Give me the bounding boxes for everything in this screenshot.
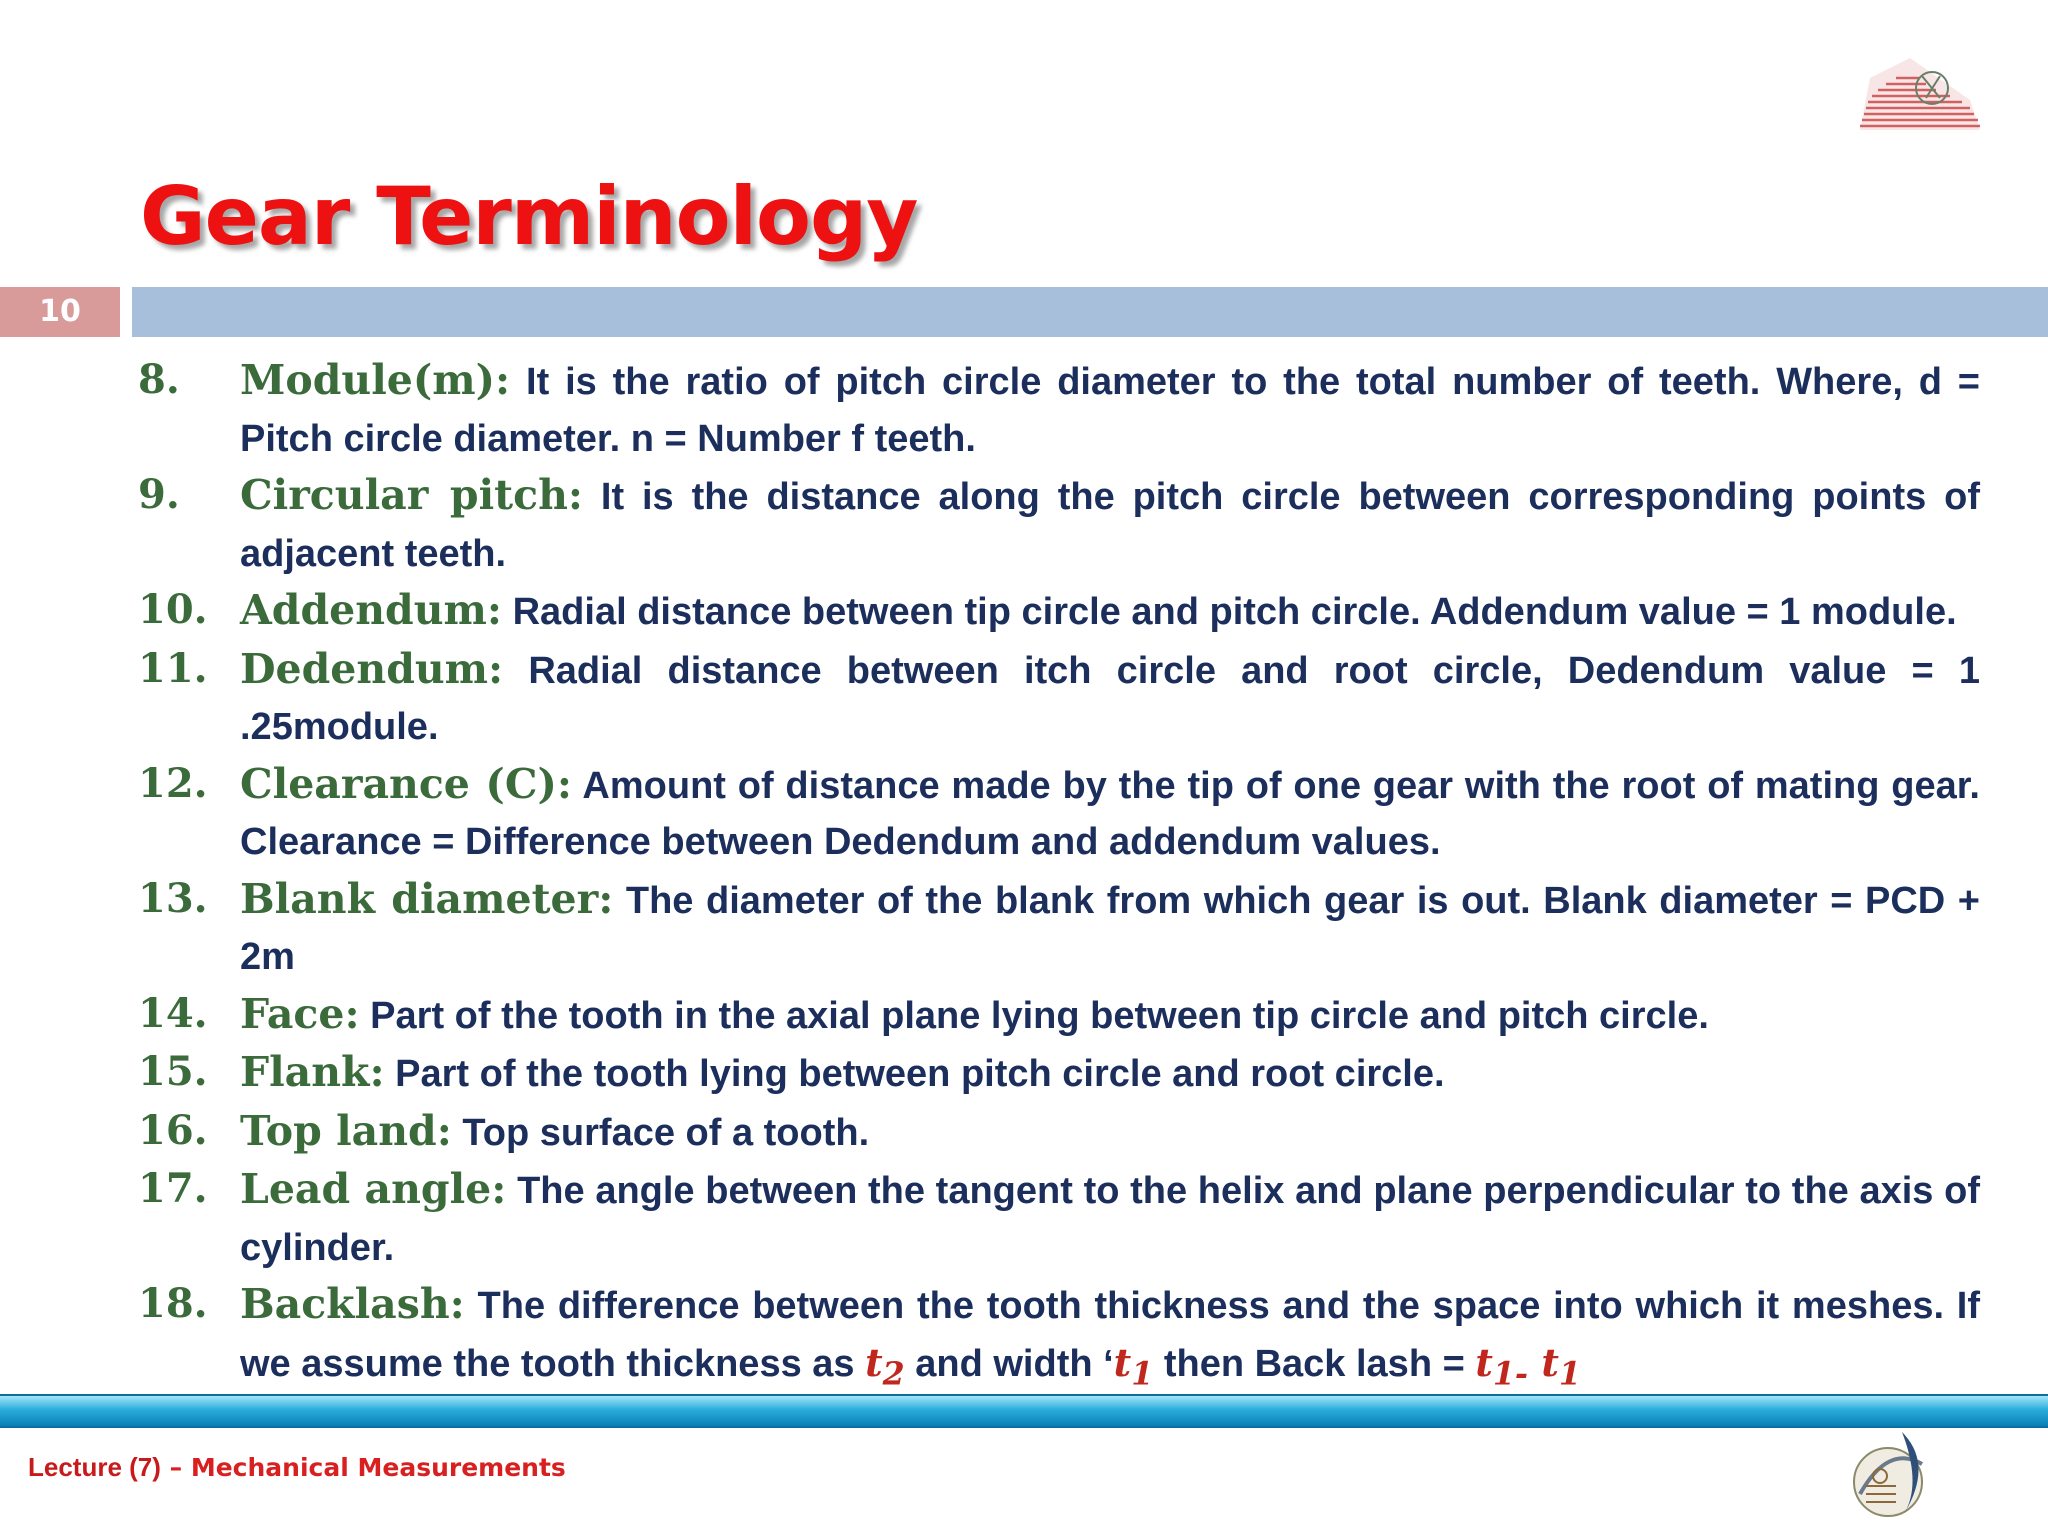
list-item: [138, 871, 1980, 986]
list-item: [138, 1044, 1980, 1103]
footer-caption: [28, 1452, 566, 1483]
item-text: The difference between the tooth thickness and the space into which it meshes. If we assume the tooth thickness as: [240, 1285, 1980, 1385]
item-number: 15.: [138, 1048, 208, 1095]
slide-title: Gear Terminology: [140, 170, 918, 263]
item-text: Radial distance between itch circle and root circle, Dedendum value = 1 .25module.: [240, 649, 1980, 748]
item-text: Top surface of a tooth.: [451, 1111, 870, 1154]
faculty-logo-icon: [1842, 1424, 1942, 1528]
slide-number: 10: [0, 287, 120, 337]
item-number: 12.: [138, 759, 208, 807]
title-divider-bar: [132, 287, 2048, 337]
list-item: [138, 641, 1980, 756]
item-body: [240, 1161, 1980, 1276]
item-number: 8.: [138, 356, 180, 403]
item-number: 16.: [138, 1106, 208, 1154]
footer-divider-bar: [0, 1394, 2048, 1428]
list-item: [138, 756, 1980, 871]
course-name: Mechanical Measurements: [190, 1453, 566, 1482]
item-body: [240, 467, 1980, 582]
variable-t2: $t_2$: [865, 1339, 905, 1393]
item-number: 10.: [138, 586, 208, 633]
item-number: 17.: [138, 1165, 208, 1212]
item-number: 14.: [138, 989, 208, 1037]
lecture-label: Lecture (7): [28, 1452, 161, 1482]
item-number: 13.: [138, 874, 208, 922]
item-text: The angle between the tangent to the helix and plane perpendicular to the axis of cylinder.: [240, 1170, 1980, 1269]
list-item: [138, 986, 1980, 1045]
item-body: [240, 352, 1980, 467]
list-item-backlash: [138, 1276, 1980, 1403]
item-term: Top land:: [240, 1106, 452, 1155]
item-text: It is the ratio of pitch circle diameter to the total number of teeth. Where, d = Pitch circle diameter. n = Number f teeth.: [240, 361, 1980, 460]
item-number: 18.: [138, 1280, 208, 1327]
list-item: [138, 1161, 1980, 1276]
item-text: then Back lash =: [1153, 1342, 1476, 1385]
item-body: [240, 1276, 1980, 1403]
item-text: and width ‘: [904, 1342, 1114, 1385]
item-body: [240, 1103, 1980, 1162]
item-text: Part of the tooth in the axial plane lying between tip circle and pitch circle.: [359, 994, 1709, 1037]
item-term: Dedendum:: [240, 644, 504, 693]
item-term: Flank:: [240, 1048, 385, 1096]
item-term: Clearance (C):: [240, 759, 572, 808]
item-body: [240, 756, 1980, 871]
item-term: Blank diameter:: [240, 874, 614, 923]
variable-t1: $t_1$: [1113, 1339, 1154, 1393]
item-term: Circular pitch:: [240, 471, 584, 519]
item-term: Module(m):: [240, 356, 511, 404]
item-body: [240, 582, 1980, 641]
list-item: [138, 582, 1980, 641]
item-term: Lead angle:: [240, 1165, 507, 1213]
list-item: [138, 467, 1980, 582]
variable-t1-minus: $t_{1-}$ $t_1$: [1475, 1339, 1581, 1393]
item-term: Face:: [240, 989, 360, 1038]
item-text: Part of the tooth lying between pitch circle and root circle.: [384, 1053, 1445, 1095]
item-body: [240, 871, 1980, 986]
item-term: Addendum:: [240, 586, 503, 634]
item-text: Radial distance between tip circle and pitch circle. Addendum value = 1 module.: [502, 591, 1957, 633]
list-item: [138, 1103, 1980, 1162]
item-body: [240, 986, 1980, 1045]
item-text: Amount of distance made by the tip of one gear with the root of mating gear. Clearance = Difference between Dedendum and addendum values.: [240, 764, 1980, 863]
list-item: [138, 352, 1980, 467]
item-text: The diameter of the blank from which gear is out. Blank diameter = PCD + 2m: [240, 879, 1980, 978]
item-body: [240, 1044, 1980, 1103]
university-logo-icon: [1840, 48, 1990, 140]
item-text: It is the distance along the pitch circle between corresponding points of adjacent teeth.: [240, 476, 1980, 575]
item-number: 9.: [138, 471, 180, 518]
item-number: 11.: [138, 644, 208, 692]
item-term: Backlash:: [240, 1280, 465, 1328]
footer-separator: –: [160, 1453, 191, 1482]
terminology-list: [138, 352, 1980, 1403]
item-body: [240, 641, 1980, 756]
